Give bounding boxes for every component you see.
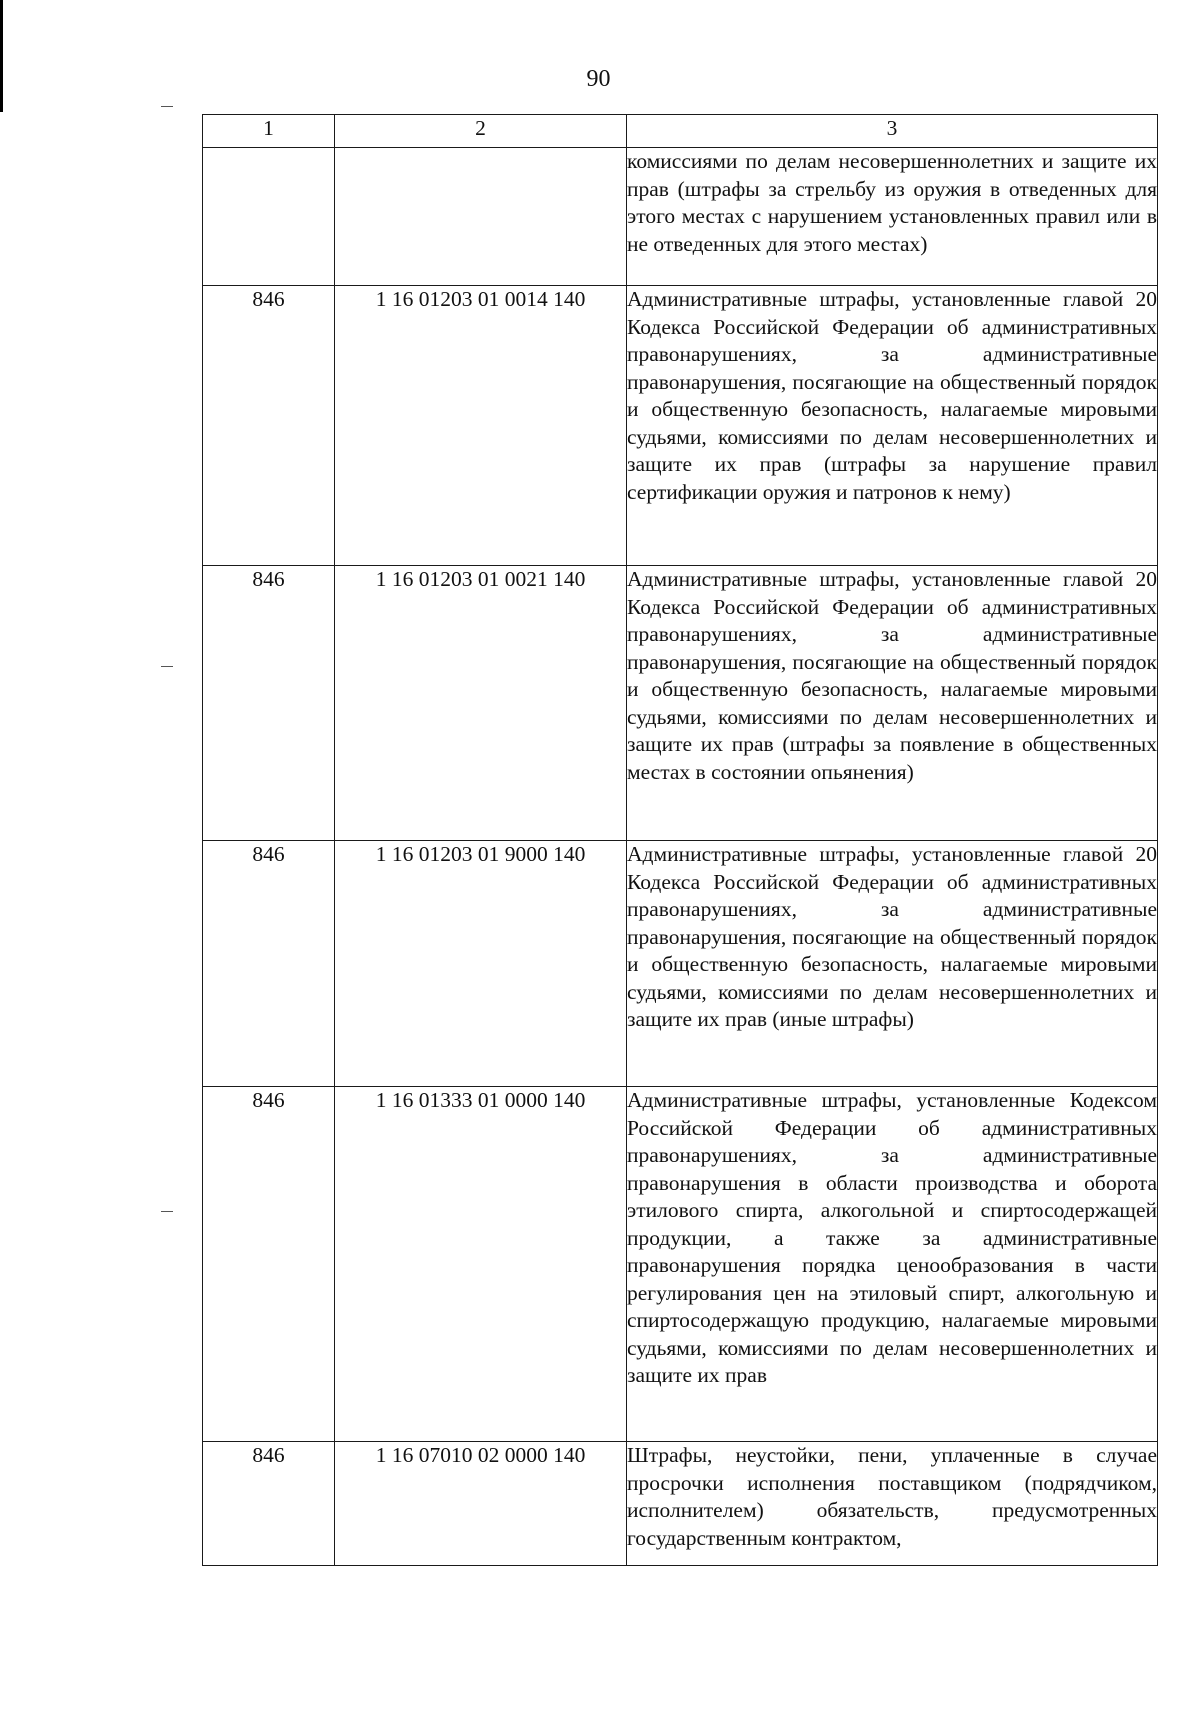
kbk-code-cell: 1 16 01203 01 9000 140 (335, 841, 627, 1087)
admin-code-cell: 846 (203, 286, 335, 566)
table-row (203, 841, 1158, 1087)
description-cell: Административные штрафы, установленные главой 20 Кодекса Российской Федерации об административных правонарушениях, за административные правонарушения, посягающие на общественный порядок и общественную безопасность, налагаемые мировыми судьями, комиссиями по делам несовершеннолетних и защите их прав (штрафы за нарушение правил сертификации оружия и патронов к нему) (627, 286, 1158, 566)
kbk-code-cell: 1 16 01203 01 0014 140 (335, 286, 627, 566)
header-cell-1: 1 (203, 115, 335, 148)
table-header-row (203, 115, 1158, 148)
admin-code-cell: 846 (203, 1442, 335, 1566)
scan-margin-mark (161, 666, 173, 667)
kbk-code-cell: 1 16 07010 02 0000 140 (335, 1442, 627, 1566)
description-cell: Административные штрафы, установленные Кодексом Российской Федерации об административных правонарушениях, за административные правонарушения в области производства и оборота этилового спирта, алкогольной и спиртосодержащей продукции, а также за административные правонарушения порядка ценообразования в части регулирования цен на этиловый спирт, алкогольную и спиртосодержащую продукцию, налагаемые мировыми судьями, комиссиями по делам несовершеннолетних и защите их прав (627, 1087, 1158, 1442)
admin-code-cell: 846 (203, 841, 335, 1087)
table-row (203, 1087, 1158, 1442)
scan-margin-mark (161, 1211, 173, 1212)
empty-cell (203, 148, 335, 286)
scan-edge-bar (0, 0, 3, 112)
description-cell: Административные штрафы, установленные главой 20 Кодекса Российской Федерации об административных правонарушениях, за административные правонарушения, посягающие на общественный порядок и общественную безопасность, налагаемые мировыми судьями, комиссиями по делам несовершеннолетних и защите их прав (иные штрафы) (627, 841, 1158, 1087)
header-cell-3: 3 (627, 115, 1158, 148)
table-row (203, 1442, 1158, 1566)
budget-codes-table (202, 114, 1158, 1566)
table-row-continuation (203, 148, 1158, 286)
scan-margin-mark (161, 106, 173, 107)
table-row (203, 566, 1158, 841)
kbk-code-cell: 1 16 01203 01 0021 140 (335, 566, 627, 841)
header-cell-2: 2 (335, 115, 627, 148)
admin-code-cell: 846 (203, 566, 335, 841)
table-row (203, 286, 1158, 566)
empty-cell (335, 148, 627, 286)
admin-code-cell: 846 (203, 1087, 335, 1442)
description-cell: Штрафы, неустойки, пени, уплаченные в случае просрочки исполнения поставщиком (подрядчиком, исполнителем) обязательств, предусмотренных государственным контрактом, (627, 1442, 1158, 1566)
description-cell: Административные штрафы, установленные главой 20 Кодекса Российской Федерации об административных правонарушениях, за административные правонарушения, посягающие на общественный порядок и общественную безопасность, налагаемые мировыми судьями, комиссиями по делам несовершеннолетних и защите их прав (штрафы за появление в общественных местах в состоянии опьянения) (627, 566, 1158, 841)
description-cell: комиссиями по делам несовершеннолетних и защите их прав (штрафы за стрельбу из оружия в отведенных для этого местах с нарушением установленных правил или в не отведенных для этого местах) (627, 148, 1158, 286)
page-number: 90 (586, 66, 611, 92)
kbk-code-cell: 1 16 01333 01 0000 140 (335, 1087, 627, 1442)
